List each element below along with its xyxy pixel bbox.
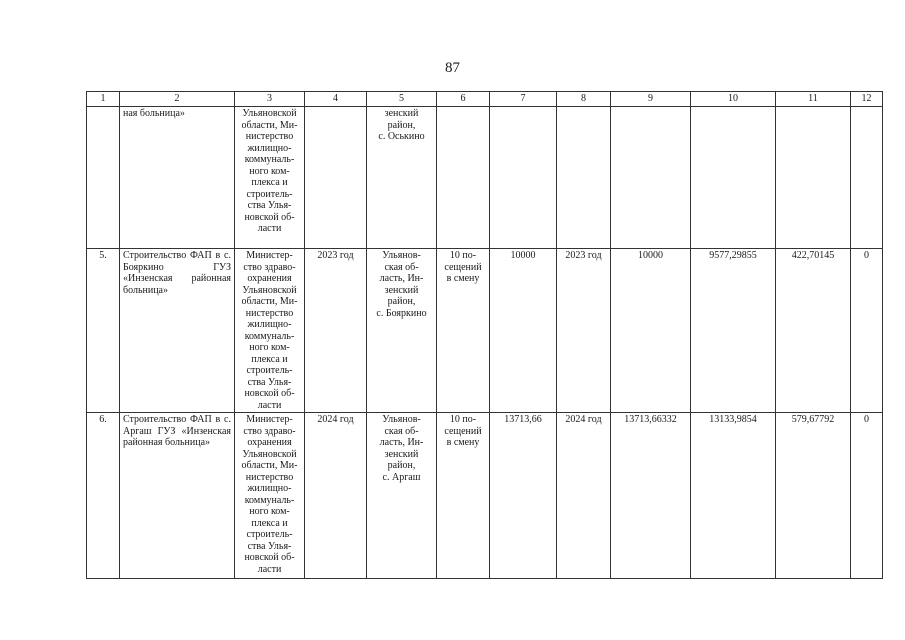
header-cell-10: 10 — [691, 92, 776, 107]
value-col-9 — [611, 107, 691, 249]
location: Ульянов- ская об- ласть, Ин- зенский район, с. Бояркино — [367, 249, 437, 413]
data-table — [86, 91, 883, 579]
header-cell-1: 1 — [87, 92, 120, 107]
row-number: 6. — [87, 413, 120, 579]
start-year — [305, 107, 367, 249]
completion-year: 2024 год — [557, 413, 611, 579]
value-col-10: 9577,29855 — [691, 249, 776, 413]
location: зенский район, с. Оськино — [367, 107, 437, 249]
responsible-agency: Министер- ство здраво- охранения Ульяновской области, Ми- нистерство жилищно- коммуналь- ного ком- плекса и строитель- ства Улья- новской об- ласти — [235, 249, 305, 413]
table-row — [87, 413, 883, 579]
capacity: 10 по- сещений в смену — [437, 249, 490, 413]
value-col-10: 13133,9854 — [691, 413, 776, 579]
estimated-cost: 13713,66 — [490, 413, 557, 579]
project-name: Строительство ФАП в с. Бояркино ГУЗ «Инзенская районная больница» — [120, 249, 235, 413]
completion-year: 2023 год — [557, 249, 611, 413]
project-name: ная больница» — [120, 107, 235, 249]
page-number: 87 — [445, 60, 460, 76]
value-col-11 — [776, 107, 851, 249]
header-cell-12: 12 — [851, 92, 883, 107]
header-cell-8: 8 — [557, 92, 611, 107]
table-row — [87, 107, 883, 249]
header-cell-11: 11 — [776, 92, 851, 107]
value-col-10 — [691, 107, 776, 249]
row-number: 5. — [87, 249, 120, 413]
responsible-agency: Министер- ство здраво- охранения Ульяновской области, Ми- нистерство жилищно- коммуналь- ного ком- плекса и строитель- ства Улья- новской об- ласти — [235, 413, 305, 579]
location: Ульянов- ская об- ласть, Ин- зенский район, с. Аргаш — [367, 413, 437, 579]
header-cell-2: 2 — [120, 92, 235, 107]
header-cell-7: 7 — [490, 92, 557, 107]
value-col-11: 422,70145 — [776, 249, 851, 413]
row-number — [87, 107, 120, 249]
header-cell-3: 3 — [235, 92, 305, 107]
capacity — [437, 107, 490, 249]
project-name: Строительство ФАП в с. Аргаш ГУЗ «Инзенская районная больница» — [120, 413, 235, 579]
estimated-cost: 10000 — [490, 249, 557, 413]
table-row — [87, 249, 883, 413]
value-col-12: 0 — [851, 413, 883, 579]
estimated-cost — [490, 107, 557, 249]
value-col-9: 10000 — [611, 249, 691, 413]
start-year: 2024 год — [305, 413, 367, 579]
header-row — [87, 92, 883, 107]
header-cell-4: 4 — [305, 92, 367, 107]
capacity: 10 по- сещений в смену — [437, 413, 490, 579]
header-cell-6: 6 — [437, 92, 490, 107]
value-col-12: 0 — [851, 249, 883, 413]
header-cell-5: 5 — [367, 92, 437, 107]
value-col-11: 579,67792 — [776, 413, 851, 579]
header-cell-9: 9 — [611, 92, 691, 107]
value-col-12 — [851, 107, 883, 249]
completion-year — [557, 107, 611, 249]
responsible-agency: Ульяновской области, Ми- нистерство жилищно- коммуналь- ного ком- плекса и строитель- ства Улья- новской об- ласти — [235, 107, 305, 249]
start-year: 2023 год — [305, 249, 367, 413]
value-col-9: 13713,66332 — [611, 413, 691, 579]
